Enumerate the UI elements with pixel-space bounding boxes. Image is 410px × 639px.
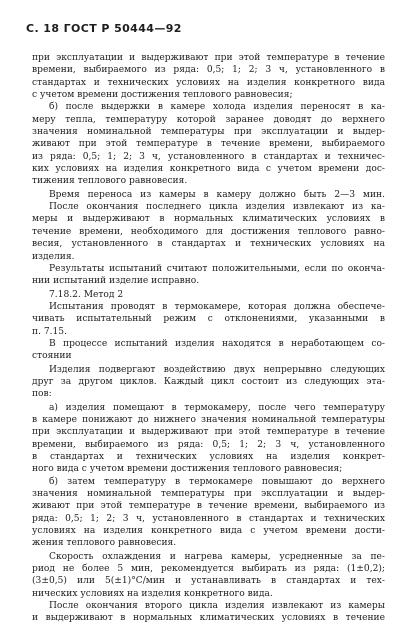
text-line: ряда: 0,5; 1; 2; 3 ч, установленного в стандартах и технических (32, 513, 385, 524)
text-line: После окончания последнего цикла изделия извлекают из ка- (49, 202, 385, 213)
text-line: п. 7.15. (32, 326, 67, 337)
text-line: После окончания второго цикла изделия извлекают из камеры (49, 601, 385, 612)
text-line: ких условиях на изделия конкретного вида с учетом времени дос- (32, 164, 385, 175)
text-line: Результаты испытаний считают положительными, если по оконча- (49, 263, 385, 274)
text-line: Испытания проводят в термокамере, которая должна обеспече- (49, 301, 385, 312)
body-text (32, 52, 385, 625)
text-line: стоянии (32, 351, 72, 362)
text-line: б) затем температуру в термокамере повышают до верхнего (49, 476, 385, 487)
text-line: при эксплуатации и выдерживают при этой температуре в течение (32, 427, 385, 438)
text-line: жения теплового равновесия. (32, 538, 177, 549)
text-line: в камере понижают до нижнего значения номинальной температуры (32, 414, 385, 425)
text-line: нических условиях на изделия конкретного вида. (32, 588, 273, 599)
text-line: и выдерживают в нормальных климатических условиях в течение (32, 613, 385, 624)
text-line: ного вида с учетом времени достижения теплового равновесия; (32, 464, 343, 475)
text-line: времени, выбираемого из ряда: 0,5; 1; 2; 3 ч, установленного в (32, 65, 385, 76)
text-line: тижения теплового равновесия. (32, 176, 188, 187)
text-line: живают при этой температуре в течение времени, выбираемого из (32, 501, 385, 512)
text-line: в стандартах и технических условиях на изделия конкрет- (32, 452, 385, 462)
text-line: Скорость охлаждения и нагрева камеры, усредненные за пе- (49, 551, 385, 562)
text-line: В процессе испытаний изделия находятся в неработающем со- (49, 338, 385, 349)
text-line: меры и выдерживают в нормальных климатических условиях в (32, 214, 385, 225)
text-line: изделия. (32, 251, 75, 262)
text-line: с учетом времени достижения теплового равновесия; (32, 90, 293, 101)
text-line: при эксплуатации и выдерживают при этой температуре в течение (32, 53, 385, 63)
text-line: нии испытаний изделие исправно. (32, 276, 200, 287)
text-line: риод не более 5 мин, рекомендуется выбирать из ряда: (1±0,2); (32, 564, 385, 575)
text-line: условиях на изделия конкретного вида с учетом времени дости- (32, 526, 385, 537)
text-line: б) после выдержки в камере холода изделия переносят в ка- (49, 102, 385, 113)
text-line: 7.18.2. Метод 2 (49, 289, 124, 300)
text-line: друг за другом циклов. Каждый цикл состоит из следующих эта- (32, 376, 385, 387)
text-line: а) изделия помещают в термокамеру, после чего температуру (49, 402, 385, 413)
text-line: живают при этой температуре в течение времени, выбираемого (32, 139, 385, 150)
text-line: Изделия подвергают воздействию двух непрерывно следующих (49, 364, 385, 375)
text-line: стандартах и технических условиях на изделия конкретного вида (32, 77, 385, 88)
text-line: из ряда: 0,5; 1; 2; 3 ч, установленного в стандартах и техничес- (32, 151, 385, 162)
text-line: меру тепла, температуру которой заранее доводят до верхнего (32, 114, 385, 125)
text-line: пов: (32, 389, 52, 400)
text-line: чивать испытательный режим с отклонениями, указанными в (32, 314, 385, 325)
text-line: значения номинальной температуры при эксплуатации и выдер- (32, 127, 385, 138)
text-line: течение времени, необходимого для достижения теплового равно- (32, 226, 385, 237)
text-line: значения номинальной температуры при эксплуатации и выдер- (32, 489, 385, 500)
text-line: Время переноса из камеры в камеру должно быть 2—3 мин. (49, 189, 385, 200)
text-line: весия, установленного в стандартах и технических условиях на (32, 239, 385, 250)
page-header: С. 18 ГОСТ Р 50444—92 (26, 22, 182, 35)
text-line: времени, выбираемого из ряда: 0,5; 1; 2; 3 ч, установленного (32, 439, 385, 450)
text-line: (3±0,5) или 5(±1)°C/мин и устанавливать в стандартах и тех- (32, 576, 385, 587)
